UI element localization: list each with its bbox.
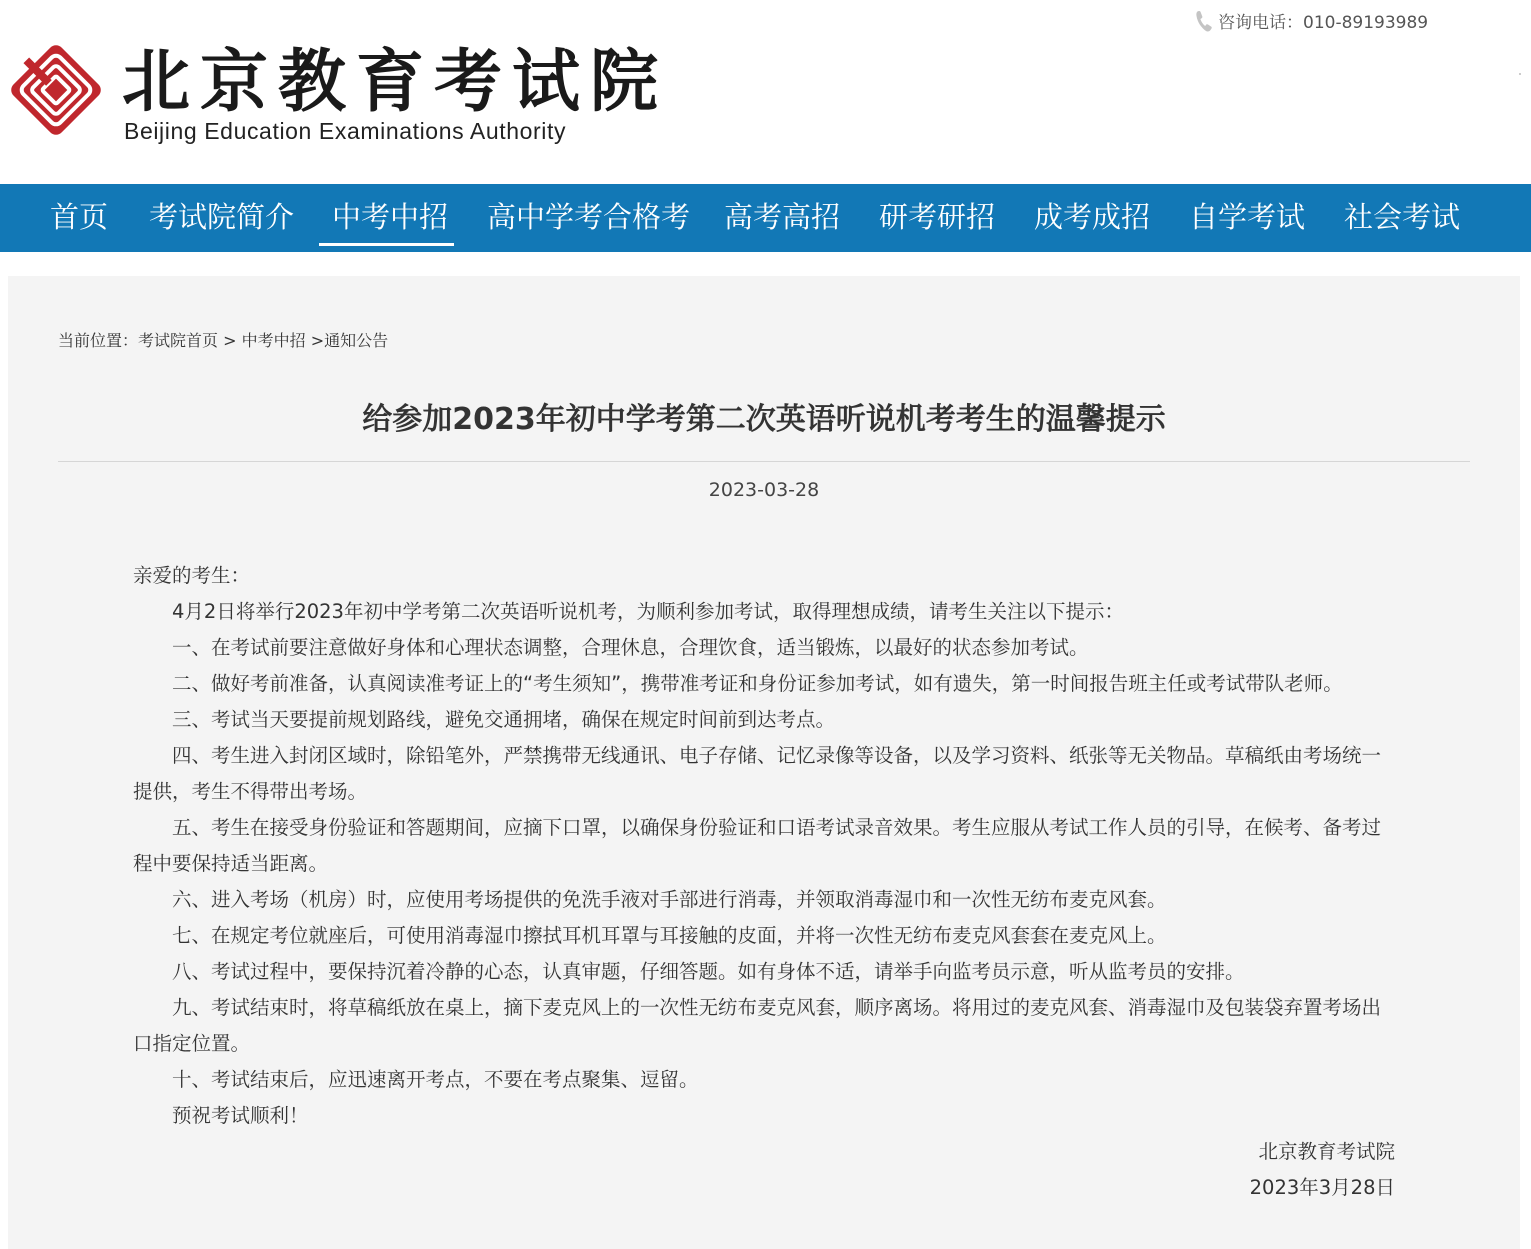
decorative-dot — [1519, 73, 1521, 75]
nav-active-underline — [319, 243, 454, 246]
nav-item-about[interactable]: 考试院简介 — [149, 200, 295, 234]
breadcrumb-prefix: 当前位置： — [58, 331, 139, 350]
site-header — [0, 0, 1531, 184]
article-title: 给参加2023年初中学考第二次英语听说机考考生的温馨提示 — [362, 402, 1166, 437]
breadcrumb — [58, 328, 388, 351]
article-item: 九、考试结束时，将草稿纸放在桌上，摘下麦克风上的一次性无纺布麦克风套，顺序离场。将用过的麦克风套、消毒湿巾及包装袋弃置考场出口指定位置。 — [133, 996, 1382, 1055]
article-item: 十、考试结束后，应迅速离开考点，不要在考点聚集、逗留。 — [172, 1068, 699, 1091]
article-item: 四、考生进入封闭区域时，除铅笔外，严禁携带无线通讯、电子存储、记忆录像等设备，以及学习资料、纸张等无关物品。草稿纸由考场统一提供，考生不得带出考场。 — [133, 744, 1382, 803]
signature-date: 2023年3月28日 — [1249, 1176, 1395, 1199]
breadcrumb-current-link[interactable]: 通知公告 — [324, 331, 389, 350]
breadcrumb-section-link[interactable]: 中考中招 — [241, 331, 306, 350]
article-container — [8, 276, 1520, 1249]
phone-icon — [1195, 9, 1213, 33]
title-divider — [58, 461, 1470, 462]
logo-chinese-name[interactable]: 北京教育考试院 — [122, 42, 669, 122]
nav-item-home[interactable]: 首页 — [50, 200, 109, 234]
logo-english-name[interactable]: Beijing Education Examinations Authority — [124, 118, 567, 144]
article-closing: 预祝考试顺利！ — [172, 1104, 309, 1127]
article-item: 七、在规定考位就座后，可使用消毒湿巾擦拭耳机耳罩与耳接触的皮面，并将一次性无纺布麦克风套套在麦克风上。 — [172, 924, 1167, 947]
nav-item-xuekao[interactable]: 高中学考合格考 — [487, 200, 691, 234]
article-item: 六、进入考场（机房）时，应使用考场提供的免洗手液对手部进行消毒，并领取消毒湿巾和一次性无纺布麦克风套。 — [172, 888, 1167, 911]
article-item: 二、做好考前准备，认真阅读准考证上的“考生须知”，携带准考证和身份证参加考试，如有遗失，第一时间报告班主任或考试带队老师。 — [172, 672, 1343, 695]
nav-item-zhongkao[interactable]: 中考中招 — [332, 200, 449, 234]
main-nav — [0, 184, 1531, 252]
article-item: 八、考试过程中，要保持沉着冷静的心态，认真审题，仔细答题。如有身体不适，请举手向监考员示意，听从监考员的安排。 — [172, 960, 1245, 983]
article-greeting: 亲爱的考生： — [133, 564, 251, 587]
article-intro: 4月2日将举行2023年初中学考第二次英语听说机考，为顺利参加考试，取得理想成绩，请考生关注以下提示： — [172, 600, 1124, 623]
article-item: 三、考试当天要提前规划路线，避免交通拥堵，确保在规定时间前到达考点。 — [172, 708, 836, 731]
signature-org: 北京教育考试院 — [1258, 1140, 1395, 1163]
authority-logo-icon[interactable] — [6, 40, 106, 140]
article-item: 五、考生在接受身份验证和答题期间，应摘下口罩，以确保身份验证和口语考试录音效果。考生应服从考试工作人员的引导，在候考、备考过程中要保持适当距离。 — [133, 816, 1382, 875]
breadcrumb-separator: > — [305, 331, 325, 350]
breadcrumb-home-link[interactable]: 考试院首页 — [138, 331, 219, 350]
article-item: 一、在考试前要注意做好身体和心理状态调整，合理休息，合理饮食，适当锻炼，以最好的状态参加考试。 — [172, 636, 1089, 659]
nav-item-shehui[interactable]: 社会考试 — [1344, 200, 1461, 234]
nav-item-gaokao[interactable]: 高考高招 — [724, 200, 841, 234]
article-body — [133, 558, 1395, 1206]
nav-item-chengkao[interactable]: 成考成招 — [1034, 200, 1151, 234]
article-date: 2023-03-28 — [708, 479, 820, 501]
nav-item-yankao[interactable]: 研考研招 — [879, 200, 996, 234]
nav-item-zixue[interactable]: 自学考试 — [1189, 200, 1306, 234]
hotline — [1195, 8, 1428, 33]
breadcrumb-separator: > — [218, 331, 242, 350]
hotline-text: 咨询电话：010-89193989 — [1218, 13, 1429, 33]
